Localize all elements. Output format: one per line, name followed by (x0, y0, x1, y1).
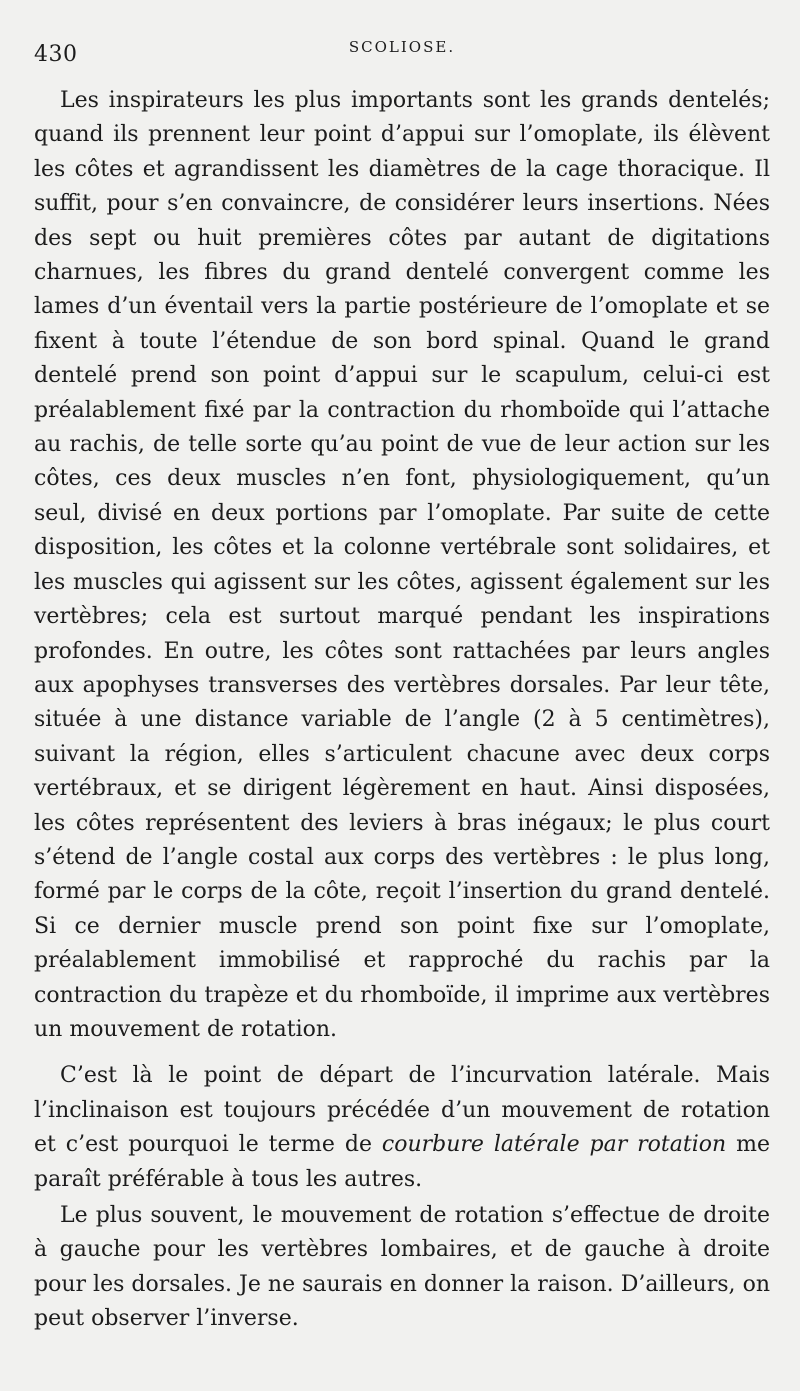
paragraph-2-text-before: C’est là le point de départ de l’incurvation latérale. Mais l’inclinaison est toujours précédée d’un mouvement de rotation et c’est pourquoi le terme de (34, 1063, 770, 1158)
running-title: SCOLIOSE. (348, 38, 456, 56)
body-text (34, 84, 770, 1337)
paragraph-2 (34, 1059, 770, 1197)
paragraph-1: Les inspirateurs les plus importants sont les grands dentelés; quand ils prennent leur point d’appui sur l’omoplate, ils élèvent les côtes et agrandissent les diamètres de la cage thoracique. Il suffit, pour s’en convaincre, de considérer leurs insertions. Nées des sept ou huit premières côtes par autant de digitations charnues, les fibres du grand dentelé convergent comme les lames d’un éventail vers la partie postérieure de l’omoplate et se fixent à toute l’étendue de son bord spinal. Quand le grand dentelé prend son point d’appui sur le scapulum, celui-ci est préalablement fixé par la contraction du rhomboïde qui l’attache au rachis, de telle sorte qu’au point de vue de leur action sur les côtes, ces deux muscles n’en font, physiologiquement, qu’un seul, divisé en deux portions par l’omoplate. Par suite de cette disposition, les côtes et la colonne vertébrale sont solidaires, et les muscles qui agissent sur les côtes, agissent également sur les vertèbres; cela est surtout marqué pendant les inspirations profondes. En outre, les côtes sont rattachées par leurs angles aux apophyses transverses des vertèbres dorsales. Par leur tête, située à une distance variable de l’angle (2 à 5 centimètres), suivant la région, elles s’articulent chacune avec deux corps vertébraux, et se dirigent légèrement en haut. Ainsi disposées, les côtes représentent des leviers à bras inégaux; le plus court s’étend de l’angle costal aux corps des vertèbres : le plus long, formé par le corps de la côte, reçoit l’insertion du grand dentelé. Si ce dernier muscle prend son point fixe sur l’omoplate, préalablement immobilisé et rapproché du rachis par la contraction du trapèze et du rhomboïde, il imprime aux vertèbres un mouvement de rotation. (34, 88, 770, 1042)
running-head (34, 30, 770, 72)
page-number: 430 (34, 42, 78, 67)
paragraph-2-text-after: me paraît préférable à tous les autres. (34, 1132, 771, 1192)
paragraph-3: Le plus souvent, le mouvement de rotation s’effectue de droite à gauche pour les vertèbres lombaires, et de gauche à droite pour les dorsales. Je ne saurais en donner la raison. D’ailleurs, on peut observer l’inverse. (34, 1203, 770, 1332)
paragraph-2-italic-term: courbure latérale par rotation (381, 1132, 727, 1158)
